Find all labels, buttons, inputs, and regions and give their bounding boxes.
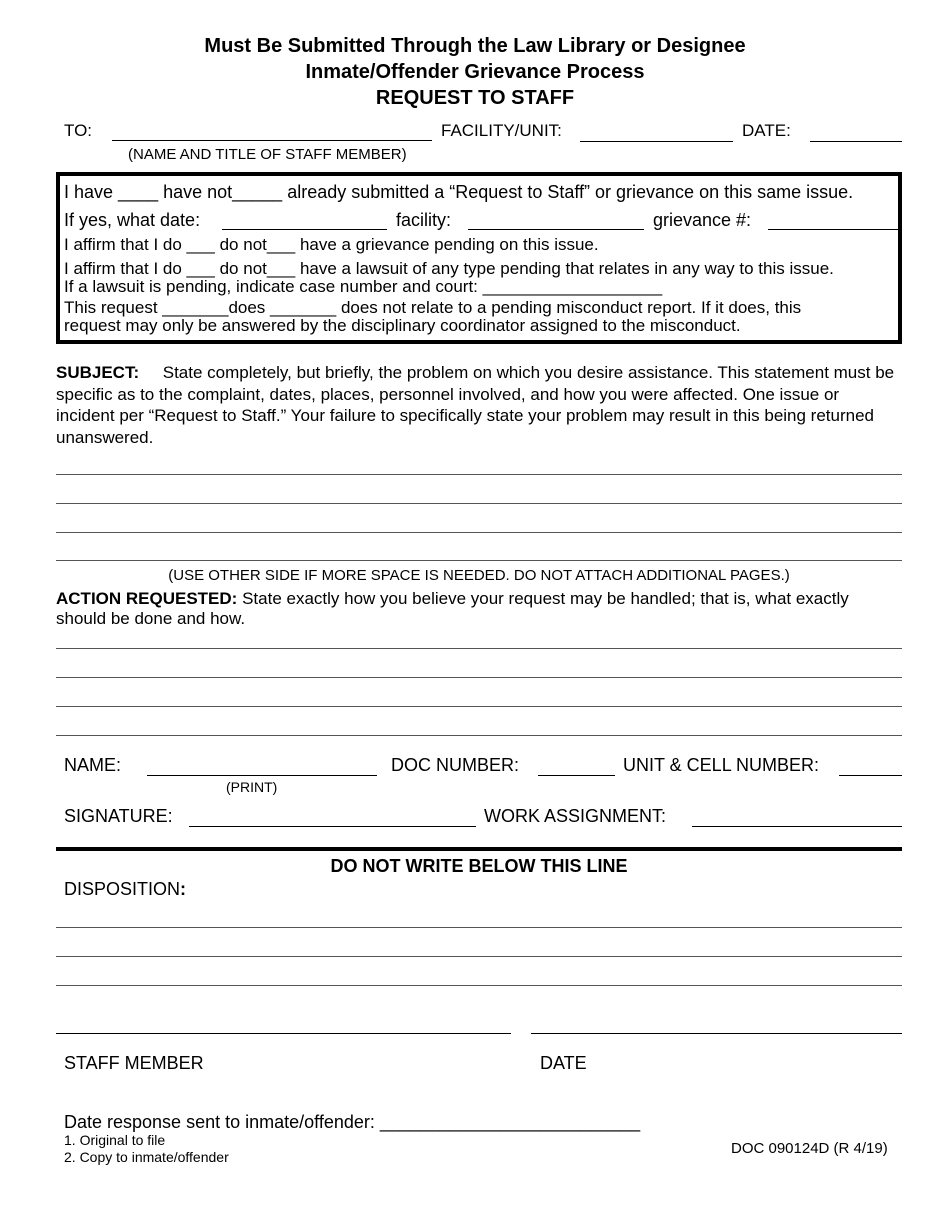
to-label: TO:: [64, 121, 93, 140]
grievance-pending-affirmation[interactable]: I affirm that I do ___ do not___ have a grievance pending on this issue.: [64, 235, 599, 254]
subject-line-2[interactable]: [56, 503, 902, 504]
response-sent-line[interactable]: Date response sent to inmate/offender: __________________________: [64, 1112, 641, 1132]
grievance-number-label: grievance #:: [653, 210, 752, 230]
disposition-line-3[interactable]: [56, 985, 902, 986]
prior-facility-label: facility:: [396, 210, 452, 230]
unit-cell-label: UNIT & CELL NUMBER:: [623, 755, 820, 775]
work-assignment-field[interactable]: [692, 826, 902, 827]
subject-label: SUBJECT:: [56, 363, 140, 382]
work-assignment-label: WORK ASSIGNMENT:: [484, 806, 667, 826]
copy-to-inmate: 2. Copy to inmate/offender: [64, 1149, 229, 1165]
disposition-label: DISPOSITION: [64, 879, 181, 899]
name-label: NAME:: [64, 755, 122, 775]
prior-request-statement[interactable]: I have ____ have not_____ already submitted a “Request to Staff” or grievance on this same issue.: [64, 182, 854, 202]
doc-number-label: DOC NUMBER:: [391, 755, 520, 775]
to-field[interactable]: [112, 140, 432, 141]
subject-line-1[interactable]: [56, 474, 902, 475]
action-requested-label: ACTION REQUESTED:: [56, 589, 238, 608]
misconduct-note: request may only be answered by the disciplinary coordinator assigned to the misconduct.: [64, 316, 741, 335]
facility-unit-label: FACILITY/UNIT:: [441, 121, 562, 140]
date-label: DATE:: [742, 121, 791, 140]
signature-label: SIGNATURE:: [64, 806, 173, 826]
action-line-3[interactable]: [56, 706, 902, 707]
subject-line-4[interactable]: [56, 560, 902, 561]
copy-original-to-file: 1. Original to file: [64, 1132, 166, 1148]
action-instructions: State exactly how you believe your request may be handled; that is, what exactly should be done and how.: [56, 589, 849, 628]
prior-facility-field[interactable]: [468, 229, 644, 230]
staff-date-field[interactable]: [531, 1033, 902, 1034]
signature-field[interactable]: [189, 826, 476, 827]
subject-line-3[interactable]: [56, 532, 902, 533]
date-field[interactable]: [810, 141, 902, 142]
form-title: REQUEST TO STAFF: [375, 87, 575, 109]
header-title-line-1: Must Be Submitted Through the Law Library or Designee: [204, 35, 746, 57]
lawsuit-case-number-line[interactable]: If a lawsuit is pending, indicate case number and court: ___________________: [64, 277, 663, 296]
staff-member-field[interactable]: [56, 1033, 511, 1034]
subject-paragraph: [56, 362, 902, 448]
do-not-write-heading: DO NOT WRITE BELOW THIS LINE: [330, 856, 628, 876]
action-line-1[interactable]: [56, 648, 902, 649]
lawsuit-pending-affirmation[interactable]: I affirm that I do ___ do not___ have a lawsuit of any type pending that relates in any way to this issue.: [64, 259, 834, 278]
staff-member-label: STAFF MEMBER: [64, 1053, 204, 1073]
unit-cell-field[interactable]: [839, 775, 902, 776]
subject-instructions: State completely, but briefly, the problem on which you desire assistance. This statement must be specific as to the complaint, dates, places, personnel involved, and how you were affected. One issue or incident per “Request to Staff.” Your failure to specifically state your problem may result in this being returned unanswered.: [56, 363, 895, 447]
header-title-line-2: Inmate/Offender Grievance Process: [305, 61, 645, 83]
grievance-number-field[interactable]: [768, 229, 898, 230]
disposition-heading: [64, 879, 186, 900]
staff-date-label: DATE: [540, 1053, 587, 1073]
print-caption: (PRINT): [226, 779, 278, 795]
action-line-2[interactable]: [56, 677, 902, 678]
form-number: DOC 090124D (R 4/19): [731, 1140, 888, 1157]
prior-date-field[interactable]: [222, 229, 387, 230]
facility-unit-field[interactable]: [580, 141, 733, 142]
space-note: (USE OTHER SIDE IF MORE SPACE IS NEEDED. DO NOT ATTACH ADDITIONAL PAGES.): [168, 567, 790, 584]
name-field[interactable]: [147, 775, 377, 776]
doc-number-field[interactable]: [538, 775, 615, 776]
action-line-4[interactable]: [56, 735, 902, 736]
misconduct-relation-line[interactable]: This request _______does _______ does not relate to a pending misconduct report. If it does, this: [64, 298, 802, 317]
staff-section-divider: [56, 847, 902, 851]
disposition-line-1[interactable]: [56, 927, 902, 928]
disposition-colon: :: [180, 879, 187, 899]
action-paragraph: [56, 589, 902, 629]
to-caption: (NAME AND TITLE OF STAFF MEMBER): [128, 146, 407, 163]
disposition-line-2[interactable]: [56, 956, 902, 957]
prior-date-label: If yes, what date:: [64, 210, 201, 230]
